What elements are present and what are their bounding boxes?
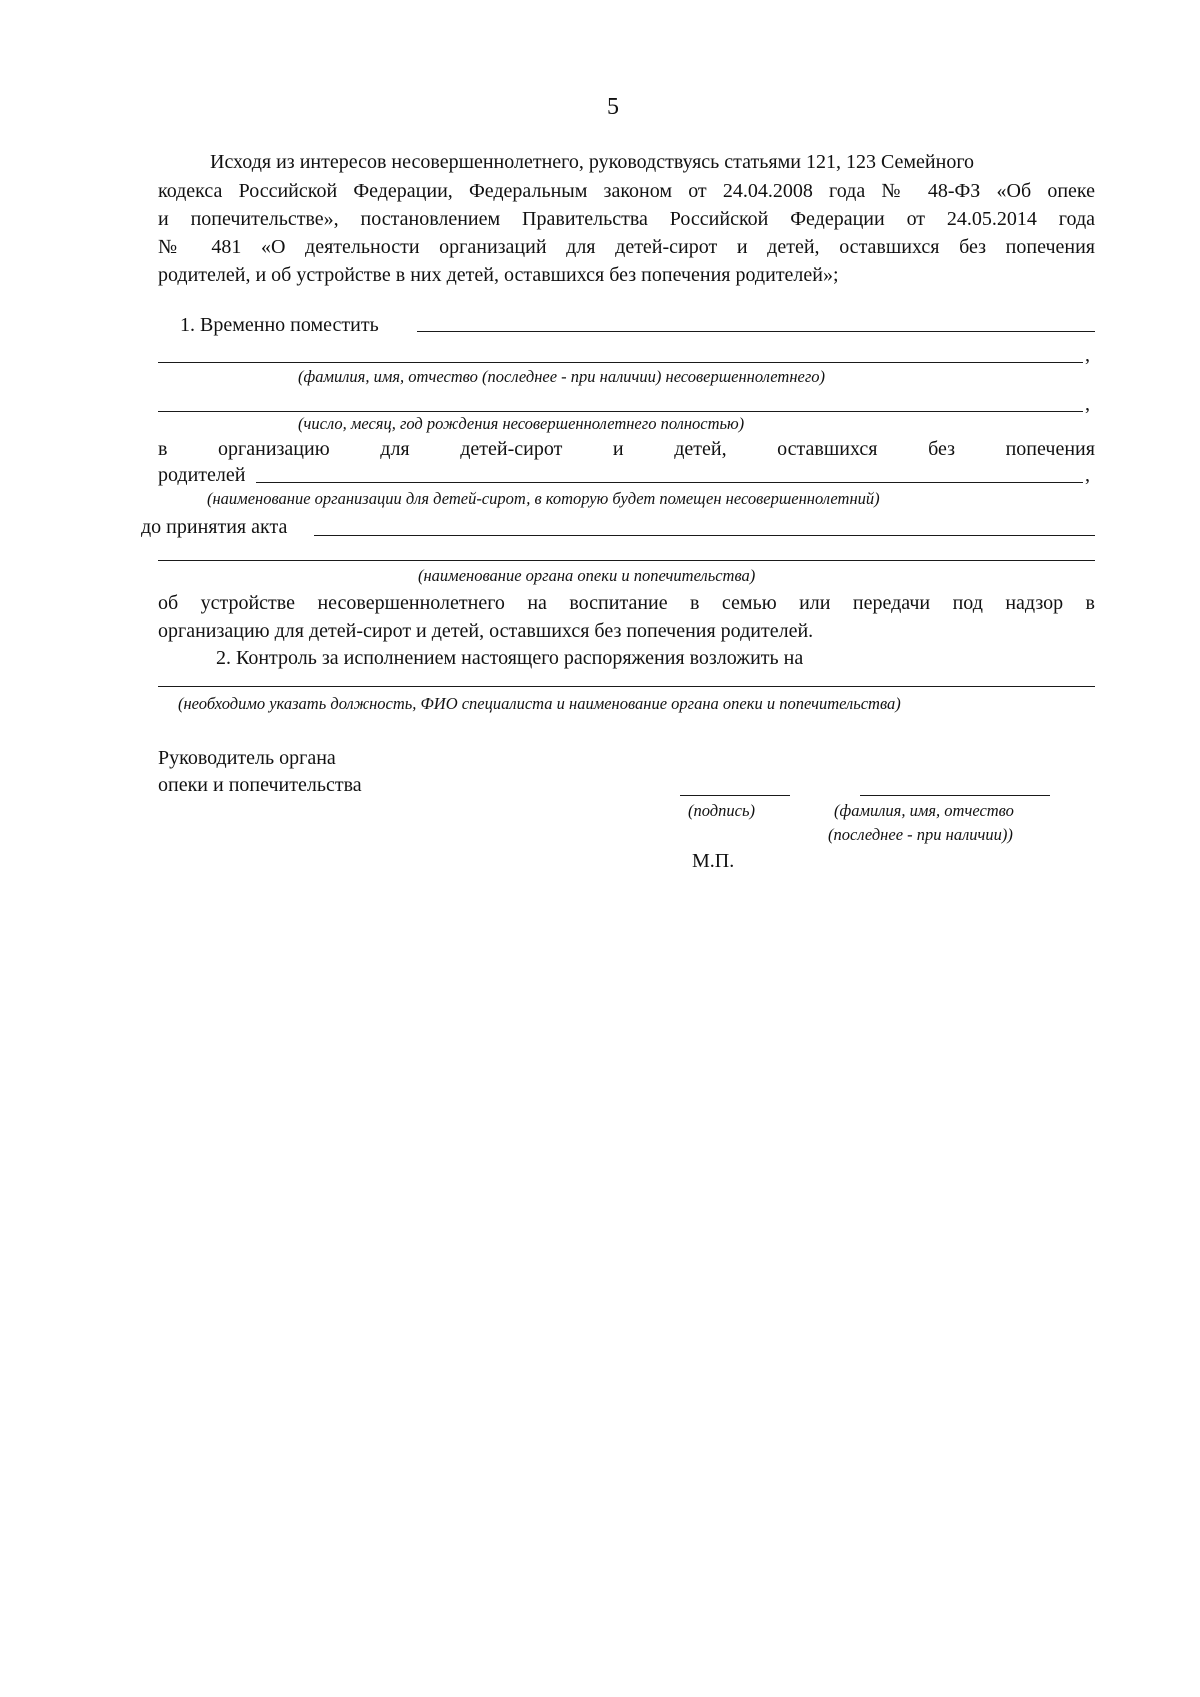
preamble-line-3: и попечительстве», постановлением Правительства Российской Федерации от 24.05.2014 года (158, 208, 1095, 230)
item1-fill-line-1 (417, 331, 1095, 332)
preamble-line-1: Исходя из интересов несовершеннолетнего, руководствуясь статьями 121, 123 Семейного (210, 151, 975, 173)
item2-caption: (необходимо указать должность, ФИО специалиста и наименование органа опеки и попечительства) (178, 694, 901, 713)
org-word: детей-сирот (460, 438, 563, 460)
org-word: без (928, 438, 955, 460)
item1-closing-line-2: организацию для детей-сирот и детей, оставшихся без попечения родителей. (158, 620, 814, 642)
org-word: в (158, 438, 168, 460)
item1-caption-name: (фамилия, имя, отчество (последнее - при наличии) несовершеннолетнего) (298, 367, 826, 386)
item1-birth-comma: , (1085, 393, 1090, 415)
item1-name-comma: , (1085, 344, 1090, 366)
item1-caption-birth: (число, месяц, год рождения несовершеннолетнего полностью) (298, 414, 745, 433)
signature-stamp: М.П. (692, 850, 735, 872)
org-word: для (380, 438, 410, 460)
item1-caption-org: (наименование организации для детей-сирот, в которую будет помещен несовершеннолетний) (207, 489, 880, 508)
item1-until-label: до принятия акта (141, 516, 288, 538)
item2-text: 2. Контроль за исполнением настоящего распоряжения возложить на (216, 647, 804, 669)
signature-caption-sign: (подпись) (688, 801, 755, 820)
item1-org-comma: , (1085, 464, 1090, 486)
item1-caption-authority: (наименование органа опеки и попечительства) (418, 566, 756, 585)
signature-name-line (860, 795, 1050, 796)
signature-sign-line (680, 795, 790, 796)
org-word: и (612, 438, 624, 460)
preamble-line-2: кодекса Российской Федерации, Федеральным законом от 24.04.2008 года № 48-ФЗ «Об опеке (158, 180, 1095, 202)
item1-authority-line (158, 560, 1095, 561)
signature-caption-name-line-2: (последнее - при наличии)) (828, 825, 1013, 844)
item1-org-line (158, 436, 1095, 462)
org-word: оставшихся (777, 438, 878, 460)
item1-birth-line (158, 411, 1083, 412)
item1-until-fill-line (314, 535, 1095, 536)
org-word: детей, (674, 438, 727, 460)
item2-fill-line (158, 686, 1095, 687)
signature-caption-name-line-1: (фамилия, имя, отчество (834, 801, 1014, 820)
preamble-line-5: родителей, и об устройстве в них детей, оставшихся без попечения родителей»; (158, 264, 839, 286)
item1-closing-line-1: об устройстве несовершеннолетнего на воспитание в семью или передачи под надзор в (158, 592, 1095, 614)
item1-name-line (158, 362, 1083, 363)
page-number: 5 (607, 94, 619, 120)
item1-label: 1. Временно поместить (180, 314, 379, 336)
preamble-line-4: № 481 «О деятельности организаций для детей-сирот и детей, оставшихся без попечения (158, 236, 1095, 258)
item1-parents-label: родителей (158, 464, 246, 486)
org-word: попечения (1005, 438, 1095, 460)
org-word: организацию (218, 438, 330, 460)
signature-title-line-1: Руководитель органа (158, 747, 336, 769)
item1-org-fill-line (256, 482, 1083, 483)
signature-title-line-2: опеки и попечительства (158, 774, 362, 796)
